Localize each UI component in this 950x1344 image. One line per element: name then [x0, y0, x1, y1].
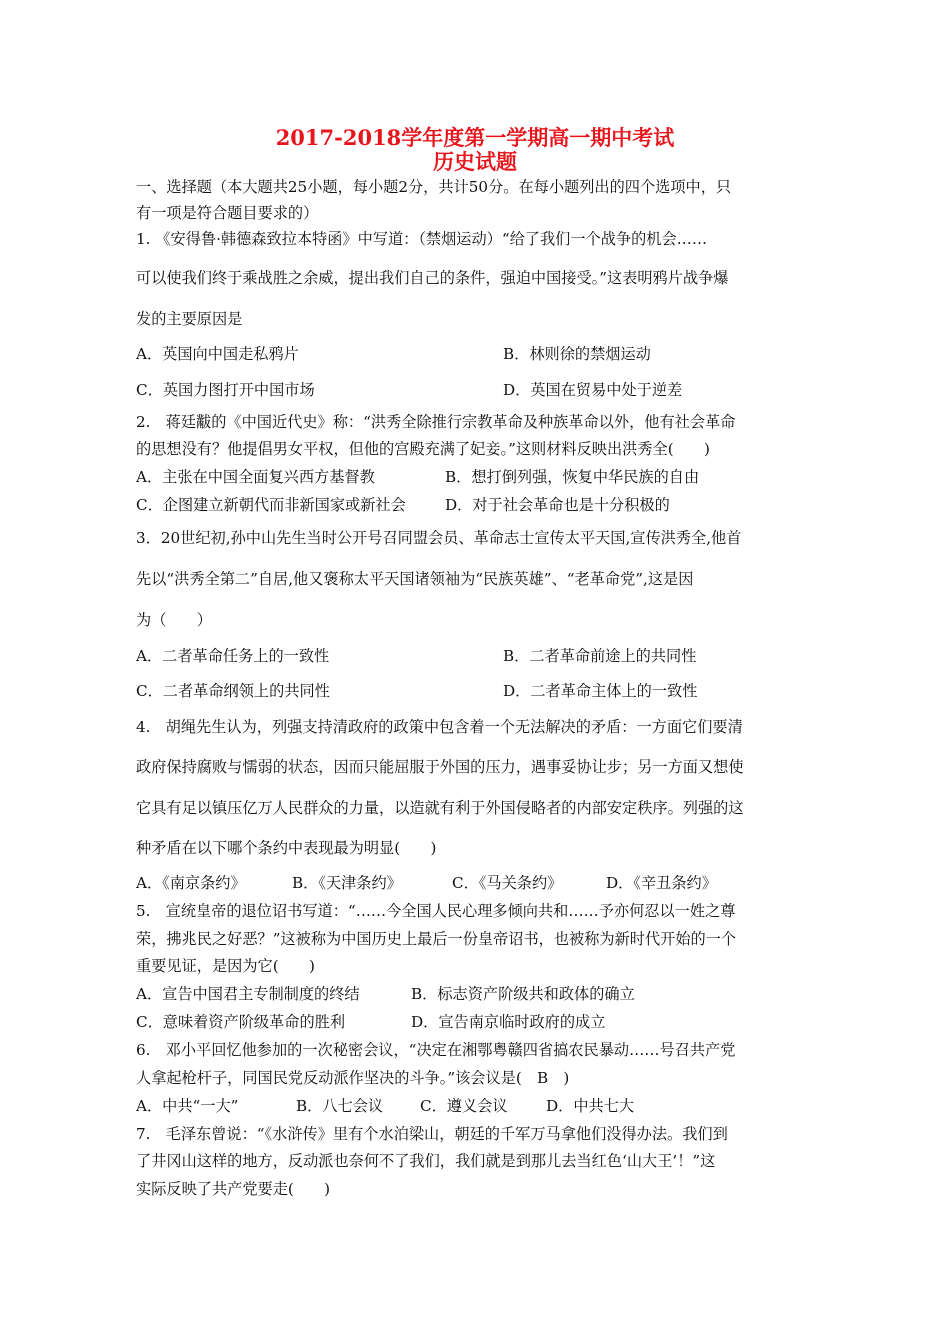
question-1-text: 发的主要原因是: [136, 310, 243, 328]
question-5-text: 荣，拂兆民之好恶？”这被称为中国历史上最后一份皇帝诏书，也被称为新时代开始的一个: [136, 930, 737, 948]
question-6-option-a: A．中共“一大”: [136, 1097, 239, 1115]
question-5-option-b: B．标志资产阶级共和政体的确立: [411, 985, 635, 1003]
question-7-text: 了井冈山这样的地方，反动派也奈何不了我们，我们就是到那儿去当红色‘山大王’！”这: [136, 1152, 716, 1170]
question-5-text: 5. 宣统皇帝的退位诏书写道：“……今全国人民心理多倾向共和……予亦何忍以一姓之尊: [136, 902, 736, 920]
question-3-option-b: B．二者革命前途上的共同性: [503, 647, 697, 665]
question-2-option-c: C．企图建立新朝代而非新国家或新社会: [136, 496, 406, 514]
question-5-option-d: D．宣告南京临时政府的成立: [411, 1013, 606, 1031]
question-6-text: 人拿起枪杆子，同国民党反动派作坚决的斗争。”该会议是( B ): [136, 1069, 570, 1087]
question-3-option-d: D．二者革命主体上的一致性: [503, 682, 698, 700]
question-2-option-a: A．主张在中国全面复兴西方基督教: [136, 468, 375, 486]
question-6-text: 6. 邓小平回忆他参加的一次秘密会议，“决定在湘鄂粤赣四省搞农民暴动……号召共产党: [136, 1041, 736, 1059]
question-2-text: 的思想没有？他提倡男女平权，但他的宫殿充满了妃妾。”这则材料反映出洪秀全( ): [136, 440, 710, 458]
question-5-option-c: C．意味着资产阶级革命的胜利: [136, 1013, 346, 1031]
question-6-option-c: C．遵义会议: [420, 1097, 508, 1115]
question-2-text: 2. 蒋廷黻的《中国近代史》称：“洪秀全除推行宗教革命及种族革命以外，他有社会革命: [136, 413, 736, 431]
question-3-option-a: A．二者革命任务上的一致性: [136, 647, 330, 665]
question-2-option-d: D．对于社会革命也是十分积极的: [445, 496, 670, 514]
exam-title: 2017-2018学年度第一学期高一期中考试: [275, 125, 675, 150]
question-4-text: 4. 胡绳先生认为，列强支持清政府的政策中包含着一个无法解决的矛盾：一方面它们要清: [136, 718, 743, 736]
question-4-option-d: D．《辛丑条约》: [606, 874, 717, 892]
question-3-text: 3．20世纪初,孙中山先生当时公开号召同盟会员、革命志士宣传太平天国,宣传洪秀全,他首: [136, 529, 742, 547]
question-4-option-a: A．《南京条约》: [136, 874, 246, 892]
question-7-text: 实际反映了共产党要走( ): [136, 1180, 331, 1198]
question-3-option-c: C．二者革命纲领上的共同性: [136, 682, 330, 700]
question-1-option-a: A．英国向中国走私鸦片: [136, 345, 299, 363]
question-5-option-a: A．宣告中国君主专制制度的终结: [136, 985, 360, 1003]
question-3-text: 为（ ）: [136, 611, 212, 629]
question-2-option-b: B．想打倒列强，恢复中华民族的自由: [445, 468, 700, 486]
question-4-text: 它具有足以镇压亿万人民群众的力量，以造就有利于外国侵略者的内部安定秩序。列强的这: [136, 799, 744, 817]
question-1-text: 可以使我们终于乘战胜之余威，提出我们自己的条件，强迫中国接受。”这表明鸦片战争爆: [136, 269, 729, 287]
exam-subject-title: 历史试题: [433, 149, 517, 174]
section-instructions: 一、选择题（本大题共25小题，每小题2分，共计50分。在每小题列出的四个选项中，只: [136, 178, 732, 196]
question-7-text: 7. 毛泽东曾说：“《水浒传》里有个水泊梁山，朝廷的千军万马拿他们没得办法。我们到: [136, 1125, 728, 1143]
question-6-option-b: B．八七会议: [296, 1097, 384, 1115]
question-1-option-d: D．英国在贸易中处于逆差: [503, 381, 683, 399]
question-1-option-b: B．林则徐的禁烟运动: [503, 345, 651, 363]
question-4-option-b: B．《天津条约》: [292, 874, 402, 892]
question-4-option-c: C．《马关条约》: [452, 874, 563, 892]
question-3-text: 先以“洪秀全第二”自居,他又褒称太平天国诸领袖为“民族英雄”、“老革命党”,这是因: [136, 570, 694, 588]
question-1-option-c: C．英国力图打开中国市场: [136, 381, 315, 399]
question-6-option-d: D．中共七大: [546, 1097, 635, 1115]
question-4-text: 政府保持腐败与懦弱的状态，因而只能屈服于外国的压力，遇事妥协让步；另一方面又想使: [136, 758, 744, 776]
question-5-text: 重要见证，是因为它( ): [136, 957, 315, 975]
question-1-text: 1. 《安得鲁·韩德森致拉本特函》中写道：（禁烟运动）“给了我们一个战争的机会……: [136, 230, 708, 248]
section-instructions: 有一项是符合题目要求的）: [136, 204, 319, 222]
question-4-text: 种矛盾在以下哪个条约中表现最为明显( ): [136, 839, 437, 857]
